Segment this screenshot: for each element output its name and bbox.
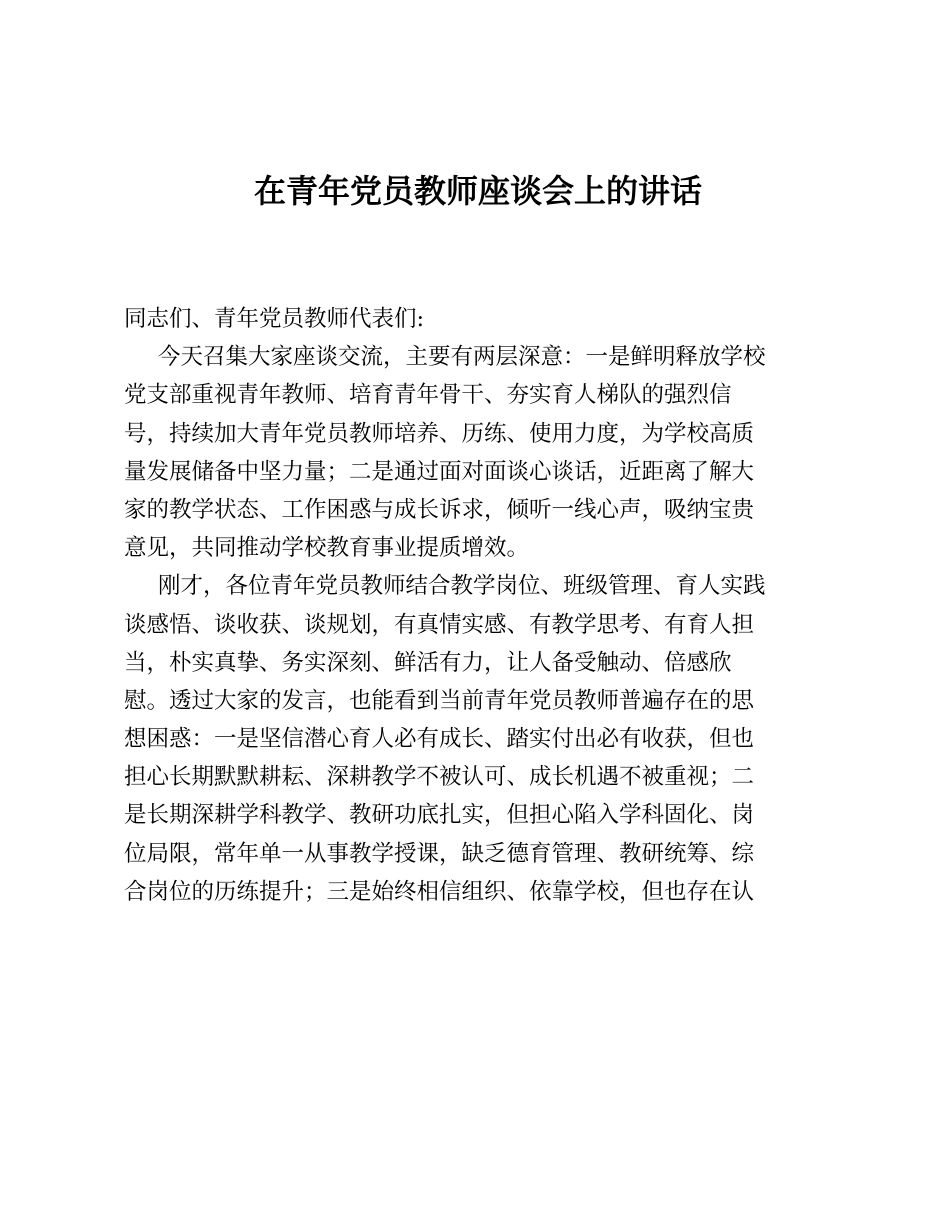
paragraph-1-line-2: 党支部重视青年教师、培育青年骨干、夯实育人梯队的强烈信 xyxy=(124,382,732,409)
paragraph-1-line-1: 今天召集大家座谈交流，主要有两层深意：一是鲜明释放学校 xyxy=(158,344,766,371)
paragraph-2-line-3: 当，朴实真挚、务实深刻、鲜活有力，让人备受触动、倍感欣 xyxy=(124,649,732,676)
paragraph-2-line-6: 担心长期默默耕耘、深耕教学不被认可、成长机遇不被重视；二 xyxy=(124,764,755,791)
paragraph-2-line-4: 慰。透过大家的发言，也能看到当前青年党员教师普遍存在的思 xyxy=(124,687,755,714)
paragraph-2-line-1: 刚才，各位青年党员教师结合教学岗位、班级管理、育人实践 xyxy=(158,573,766,600)
paragraph-1-line-4: 量发展储备中坚力量；二是通过面对面谈心谈话，近距离了解大 xyxy=(124,458,755,485)
paragraph-2-line-7: 是长期深耕学科教学、教研功底扎实，但担心陷入学科固化、岗 xyxy=(124,802,755,829)
paragraph-1-line-5: 家的教学状态、工作困惑与成长诉求，倾听一线心声，吸纳宝贵 xyxy=(124,496,755,523)
salutation-line: 同志们、青年党员教师代表们: xyxy=(124,306,425,332)
paragraph-1-line-6: 意见，共同推动学校教育事业提质增效。 xyxy=(124,535,530,562)
paragraph-2-line-2: 谈感悟、谈收获、谈规划，有真情实感、有教学思考、有育人担 xyxy=(124,611,755,638)
document-title: 在青年党员教师座谈会上的讲话 xyxy=(253,172,702,210)
paragraph-2-line-8: 位局限，常年单一从事教学授课，缺乏德育管理、教研统筹、综 xyxy=(124,840,755,867)
paragraph-2-line-5: 想困惑：一是坚信潜心育人必有成长、踏实付出必有收获，但也 xyxy=(124,726,755,753)
paragraph-1-line-3: 号，持续加大青年党员教师培养、历练、使用力度，为学校高质 xyxy=(124,420,755,447)
document-body xyxy=(124,300,844,911)
paragraph-2-line-9: 合岗位的历练提升；三是始终相信组织、依靠学校，但也存在认 xyxy=(124,878,755,905)
